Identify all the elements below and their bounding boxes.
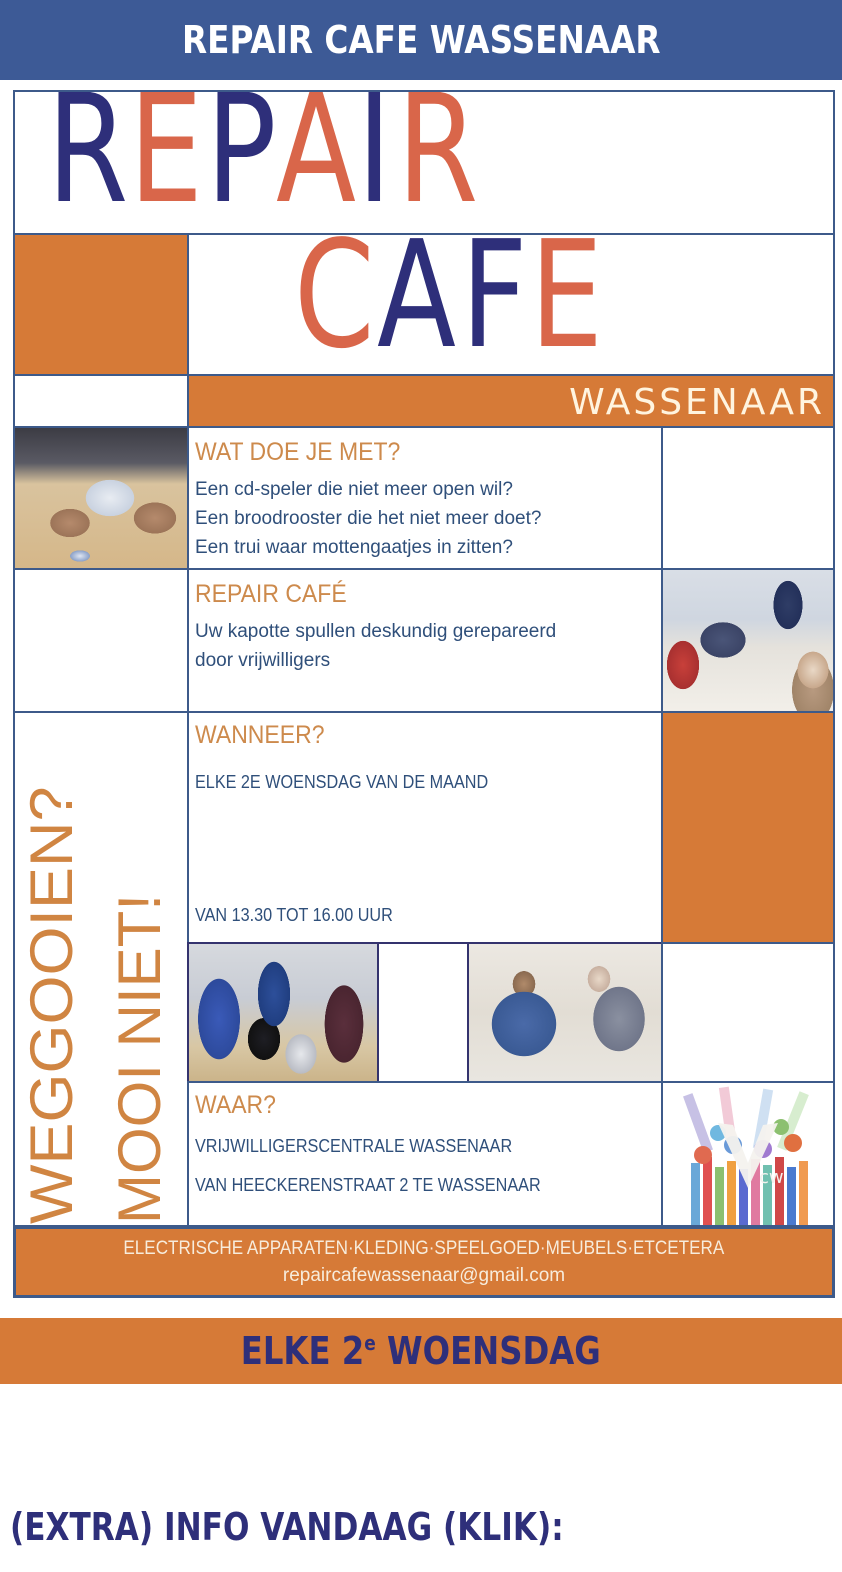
logo-letter: C (294, 233, 375, 376)
two-men-repair-photo (469, 944, 661, 1081)
extra-info-link[interactable]: (EXTRA) INFO VANDAAG (KLIK): (10, 1505, 564, 1549)
when-time: VAN 13.30 TOT 16.00 UUR (195, 905, 393, 925)
schedule-banner-text (241, 1329, 601, 1373)
orange-block-right (661, 711, 835, 944)
when-section (187, 711, 663, 944)
where-venue: VRIJWILLIGERSCENTRALE WASSENAAR (195, 1136, 513, 1156)
blank-cell (377, 942, 469, 1083)
logo-letter: P (206, 90, 277, 235)
schedule-sup: e (364, 1331, 376, 1355)
blank-cell (13, 568, 189, 713)
logo-letter: R (397, 90, 479, 235)
logo-subtitle: WASSENAAR (569, 381, 825, 423)
what-line-3: Een trui waar mottengaatjes in zitten? (195, 537, 513, 558)
blank-cell (661, 942, 835, 1083)
logo-repair-word (47, 90, 502, 235)
orange-block-left (13, 233, 189, 376)
where-section (187, 1081, 663, 1227)
logo-cafe-cell (187, 233, 835, 376)
logo-letter: A (377, 233, 457, 376)
what-line-2: Een broodrooster die het niet meer doet? (195, 508, 542, 529)
logo-letter: E (529, 233, 603, 376)
logo-letter: A (276, 90, 357, 235)
logo-letter: I (357, 90, 392, 235)
schedule-prefix: ELKE 2 (240, 1329, 365, 1373)
section-title-what: WAT DOE JE MET? (195, 438, 401, 466)
blank-cell (661, 426, 835, 570)
wassenaar-band (187, 374, 835, 428)
when-day: ELKE 2E WOENSDAG VAN DE MAAND (195, 772, 489, 792)
section-title-where: WAAR? (195, 1091, 276, 1119)
repair-cafe-section (187, 568, 663, 713)
slogan-line-1: WEGGOOIEN? (18, 786, 85, 1224)
vcw-hands-logo (663, 1083, 833, 1225)
footer-band (13, 1226, 835, 1298)
repair-cafe-line-2: door vrijwilligers (195, 650, 331, 671)
banner-title: REPAIR CAFE WASSENAAR (181, 18, 661, 62)
section-title-when: WANNEER? (195, 721, 325, 749)
what-section (187, 426, 663, 570)
logo-letter: F (460, 233, 528, 376)
slogan-line-2: MOOI NIET! (106, 894, 173, 1224)
iron-repair-photo (15, 428, 187, 568)
logo-letter: E (129, 90, 204, 235)
photo-cell-iron (13, 426, 189, 570)
vcw-logo-cell (661, 1081, 835, 1227)
photo-cell-two-men (467, 942, 663, 1083)
lamp-repair-group-photo (189, 944, 377, 1081)
photo-cell-group (661, 568, 835, 713)
where-address: VAN HEECKERENSTRAAT 2 TE WASSENAAR (195, 1175, 541, 1195)
repair-cafe-group-photo (663, 570, 833, 711)
logo-repair-cell (13, 90, 835, 235)
schedule-suffix: WOENSDAG (375, 1329, 602, 1373)
repair-cafe-line-1: Uw kapotte spullen deskundig gerepareerd (195, 621, 557, 642)
what-line-1: Een cd-speler die niet meer open wil? (195, 479, 513, 500)
logo-letter: R (47, 90, 129, 235)
section-title-repair-cafe: REPAIR CAFÉ (195, 580, 347, 608)
logo-cafe-word (294, 233, 623, 376)
photo-cell-lamp (187, 942, 379, 1083)
footer-email[interactable]: repaircafewassenaar@gmail.com (282, 1264, 566, 1286)
top-banner (0, 0, 842, 80)
svg-text:cw: cw (759, 1167, 784, 1188)
footer-categories: ELECTRISCHE APPARATEN·KLEDING·SPEELGOED·MEUBELS·ETCETERA (123, 1237, 725, 1259)
blank-cell (13, 374, 189, 428)
schedule-banner (0, 1318, 842, 1384)
